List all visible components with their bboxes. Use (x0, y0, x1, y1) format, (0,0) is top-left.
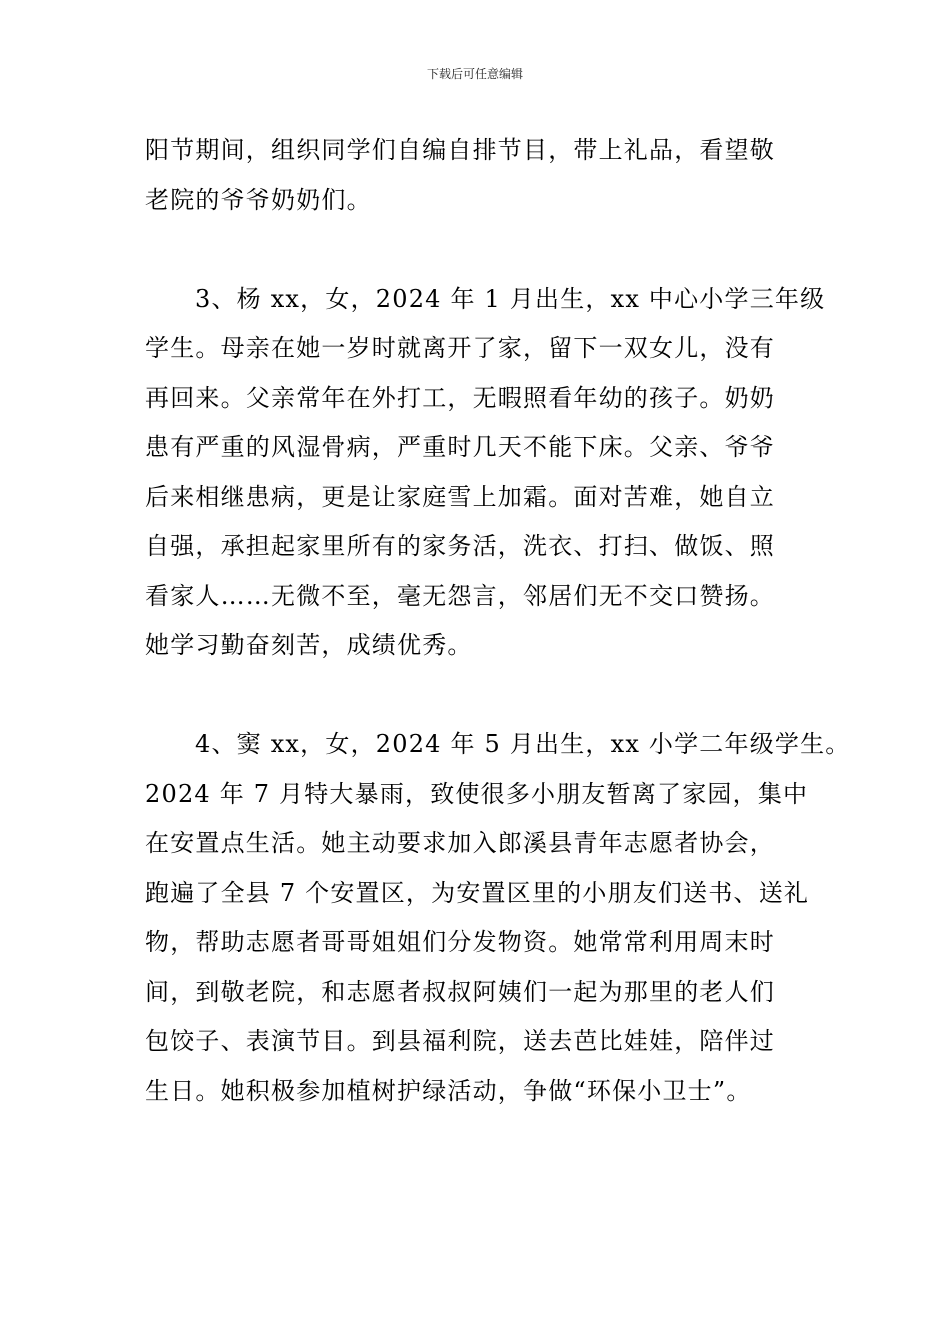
text-line: 患有严重的风湿骨病，严重时几天不能下床。父亲、爷爷 (145, 433, 775, 461)
text-line: 包饺子、表演节目。到县福利院，送去芭比娃娃，陪伴过 (145, 1027, 775, 1055)
text-line: 学生。母亲在她一岁时就离开了家，留下一双女儿，没有 (145, 334, 775, 362)
page-header-note: 下载后可任意编辑 (426, 67, 523, 81)
text-line: 阳节期间，组织同学们自编自排节目，带上礼品，看望敬 (145, 136, 775, 164)
text-line: 2024 年 7 月特大暴雨，致使很多小朋友暂离了家园，集中 (145, 779, 809, 808)
paragraph-continuation (145, 126, 835, 225)
document-body (145, 126, 851, 1116)
text-line: 老院的爷爷奶奶们。 (145, 185, 372, 214)
paragraph-spacer (145, 225, 835, 275)
text-line: 跑遍了全县 7 个安置区，为安置区里的小朋友们送书、送礼 (145, 878, 810, 907)
text-line: 在安置点生活。她主动要求加入郎溪县青年志愿者协会， (145, 829, 775, 857)
text-line: 生日。她积极参加植树护绿活动，争做“环保小卫士”。 (145, 1076, 752, 1105)
text-line: 她学习勤奋刻苦，成绩优秀。 (145, 631, 473, 659)
paragraph-item-3 (145, 275, 835, 671)
text-line: 后来相继患病，更是让家庭雪上加霜。面对苦难，她自立 (145, 482, 775, 511)
paragraph-item-4 (145, 720, 851, 1116)
text-line: 物，帮助志愿者哥哥姐姐们分发物资。她常常利用周末时 (145, 928, 775, 956)
text-line: 看家人……无微不至，毫无怨言，邻居们无不交口赞扬。 (145, 581, 775, 610)
paragraph-spacer (145, 671, 835, 721)
text-line: 3、杨 xx，女，2024 年 1 月出生，xx 中心小学三年级 (195, 284, 826, 313)
text-line: 自强，承担起家里所有的家务活，洗衣、打扫、做饭、照 (145, 532, 775, 560)
text-line: 再回来。父亲常年在外打工，无暇照看年幼的孩子。奶奶 (145, 383, 775, 412)
text-line: 4、窦 xx，女，2024 年 5 月出生，xx 小学二年级学生。 (195, 730, 851, 758)
text-line: 间，到敬老院，和志愿者叔叔阿姨们一起为那里的老人们 (145, 977, 775, 1006)
